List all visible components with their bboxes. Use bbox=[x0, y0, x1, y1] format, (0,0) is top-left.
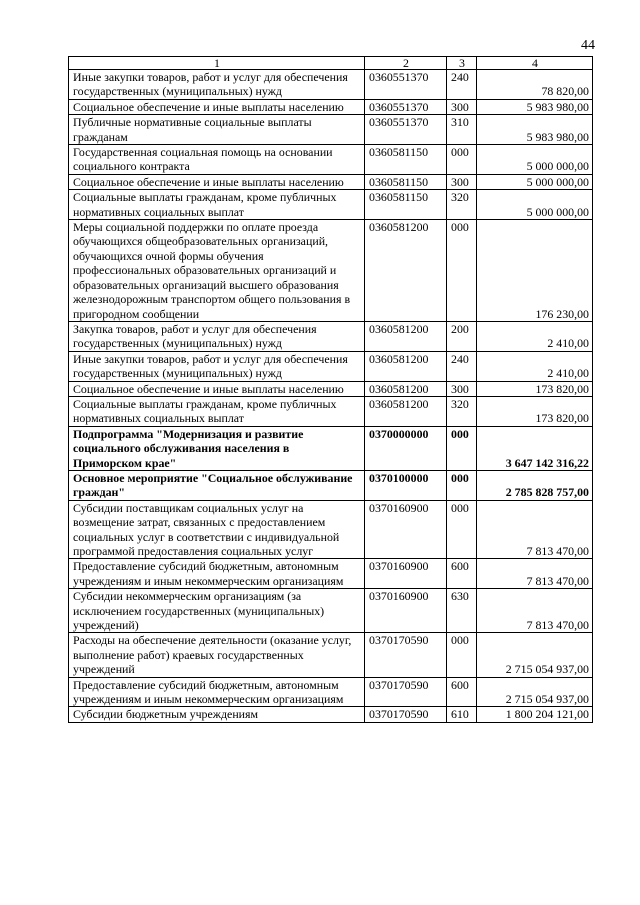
row-amount-cell: 2 715 054 937,00 bbox=[477, 633, 593, 677]
table-row bbox=[69, 381, 593, 396]
table-row bbox=[69, 351, 593, 381]
row-type-cell: 300 bbox=[447, 381, 477, 396]
table-row bbox=[69, 470, 593, 500]
row-code-cell: 0370100000 bbox=[365, 470, 447, 500]
table-row bbox=[69, 220, 593, 322]
budget-table bbox=[68, 56, 593, 723]
row-type-cell: 600 bbox=[447, 677, 477, 707]
row-type-cell: 200 bbox=[447, 321, 477, 351]
row-amount-cell: 2 410,00 bbox=[477, 321, 593, 351]
row-code-cell: 0360581150 bbox=[365, 145, 447, 175]
table-row bbox=[69, 70, 593, 100]
table-row bbox=[69, 174, 593, 189]
row-type-cell: 000 bbox=[447, 470, 477, 500]
column-header: 4 bbox=[477, 57, 593, 70]
table-row bbox=[69, 99, 593, 114]
row-name-cell: Субсидии некоммерческим организациям (за исключением государственных (муниципальных) учреждений) bbox=[69, 589, 365, 633]
row-code-cell: 0360551370 bbox=[365, 70, 447, 100]
table-row bbox=[69, 396, 593, 426]
table-row bbox=[69, 677, 593, 707]
row-amount-cell: 78 820,00 bbox=[477, 70, 593, 100]
table-row bbox=[69, 559, 593, 589]
row-name-cell: Субсидии поставщикам социальных услуг на возмещение затрат, связанных с предоставлением социальных услуг в соответствии с индивидуальной программой предоставления социальных услуг bbox=[69, 500, 365, 559]
row-name-cell: Социальные выплаты гражданам, кроме публичных нормативных социальных выплат bbox=[69, 396, 365, 426]
column-header: 2 bbox=[365, 57, 447, 70]
table-row bbox=[69, 321, 593, 351]
row-amount-cell: 2 410,00 bbox=[477, 351, 593, 381]
row-name-cell: Социальное обеспечение и иные выплаты населению bbox=[69, 381, 365, 396]
row-code-cell: 0370170590 bbox=[365, 633, 447, 677]
row-type-cell: 320 bbox=[447, 190, 477, 220]
row-name-cell: Подпрограмма "Модернизация и развитие социального обслуживания населения в Приморском крае" bbox=[69, 426, 365, 470]
row-name-cell: Социальные выплаты гражданам, кроме публичных нормативных социальных выплат bbox=[69, 190, 365, 220]
column-header: 1 bbox=[69, 57, 365, 70]
row-code-cell: 0360581200 bbox=[365, 321, 447, 351]
row-type-cell: 000 bbox=[447, 220, 477, 322]
row-code-cell: 0360581200 bbox=[365, 396, 447, 426]
row-code-cell: 0360581200 bbox=[365, 381, 447, 396]
row-type-cell: 000 bbox=[447, 145, 477, 175]
row-type-cell: 300 bbox=[447, 174, 477, 189]
row-amount-cell: 2 715 054 937,00 bbox=[477, 677, 593, 707]
row-amount-cell: 5 983 980,00 bbox=[477, 115, 593, 145]
table-row bbox=[69, 633, 593, 677]
row-type-cell: 000 bbox=[447, 426, 477, 470]
row-amount-cell: 5 983 980,00 bbox=[477, 99, 593, 114]
row-name-cell: Социальное обеспечение и иные выплаты населению bbox=[69, 174, 365, 189]
row-name-cell: Предоставление субсидий бюджетным, автономным учреждениям и иным некоммерческим организациям bbox=[69, 677, 365, 707]
row-amount-cell: 7 813 470,00 bbox=[477, 589, 593, 633]
row-type-cell: 320 bbox=[447, 396, 477, 426]
row-name-cell: Субсидии бюджетным учреждениям bbox=[69, 707, 365, 722]
row-type-cell: 240 bbox=[447, 70, 477, 100]
row-type-cell: 240 bbox=[447, 351, 477, 381]
row-code-cell: 0360581150 bbox=[365, 174, 447, 189]
table-row bbox=[69, 115, 593, 145]
row-amount-cell: 173 820,00 bbox=[477, 381, 593, 396]
row-type-cell: 610 bbox=[447, 707, 477, 722]
row-code-cell: 0370160900 bbox=[365, 589, 447, 633]
row-amount-cell: 176 230,00 bbox=[477, 220, 593, 322]
row-amount-cell: 3 647 142 316,22 bbox=[477, 426, 593, 470]
row-name-cell: Меры социальной поддержки по оплате проезда обучающихся общеобразовательных организаций, обучающихся очной формы обучения профессиональных образовательных организаций и образовательных организаций высшего образования железнодорожным транспортом общего пользования в пригородном сообщении bbox=[69, 220, 365, 322]
row-code-cell: 0360551370 bbox=[365, 115, 447, 145]
table-header-row bbox=[69, 57, 593, 70]
row-amount-cell: 5 000 000,00 bbox=[477, 174, 593, 189]
column-header: 3 bbox=[447, 57, 477, 70]
row-amount-cell: 2 785 828 757,00 bbox=[477, 470, 593, 500]
row-type-cell: 310 bbox=[447, 115, 477, 145]
table-row bbox=[69, 589, 593, 633]
row-amount-cell: 1 800 204 121,00 bbox=[477, 707, 593, 722]
row-type-cell: 600 bbox=[447, 559, 477, 589]
row-code-cell: 0370170590 bbox=[365, 677, 447, 707]
table-row bbox=[69, 145, 593, 175]
row-name-cell: Иные закупки товаров, работ и услуг для обеспечения государственных (муниципальных) нужд bbox=[69, 70, 365, 100]
row-amount-cell: 7 813 470,00 bbox=[477, 559, 593, 589]
row-code-cell: 0370160900 bbox=[365, 559, 447, 589]
row-amount-cell: 7 813 470,00 bbox=[477, 500, 593, 559]
row-amount-cell: 5 000 000,00 bbox=[477, 145, 593, 175]
row-name-cell: Предоставление субсидий бюджетным, автономным учреждениям и иным некоммерческим организациям bbox=[69, 559, 365, 589]
row-type-cell: 000 bbox=[447, 633, 477, 677]
row-amount-cell: 173 820,00 bbox=[477, 396, 593, 426]
row-name-cell: Расходы на обеспечение деятельности (оказание услуг, выполнение работ) краевых государственных учреждений bbox=[69, 633, 365, 677]
row-type-cell: 300 bbox=[447, 99, 477, 114]
row-code-cell: 0370000000 bbox=[365, 426, 447, 470]
row-code-cell: 0370160900 bbox=[365, 500, 447, 559]
row-code-cell: 0360551370 bbox=[365, 99, 447, 114]
table-row bbox=[69, 500, 593, 559]
table-row bbox=[69, 426, 593, 470]
row-type-cell: 000 bbox=[447, 500, 477, 559]
row-code-cell: 0370170590 bbox=[365, 707, 447, 722]
row-name-cell: Основное мероприятие "Социальное обслуживание граждан" bbox=[69, 470, 365, 500]
row-code-cell: 0360581200 bbox=[365, 220, 447, 322]
table-row bbox=[69, 190, 593, 220]
row-name-cell: Закупка товаров, работ и услуг для обеспечения государственных (муниципальных) нужд bbox=[69, 321, 365, 351]
page-number: 44 bbox=[581, 38, 595, 53]
row-name-cell: Социальное обеспечение и иные выплаты населению bbox=[69, 99, 365, 114]
row-amount-cell: 5 000 000,00 bbox=[477, 190, 593, 220]
row-code-cell: 0360581200 bbox=[365, 351, 447, 381]
table-row bbox=[69, 707, 593, 722]
row-code-cell: 0360581150 bbox=[365, 190, 447, 220]
row-name-cell: Иные закупки товаров, работ и услуг для обеспечения государственных (муниципальных) нужд bbox=[69, 351, 365, 381]
row-type-cell: 630 bbox=[447, 589, 477, 633]
row-name-cell: Государственная социальная помощь на основании социального контракта bbox=[69, 145, 365, 175]
row-name-cell: Публичные нормативные социальные выплаты гражданам bbox=[69, 115, 365, 145]
